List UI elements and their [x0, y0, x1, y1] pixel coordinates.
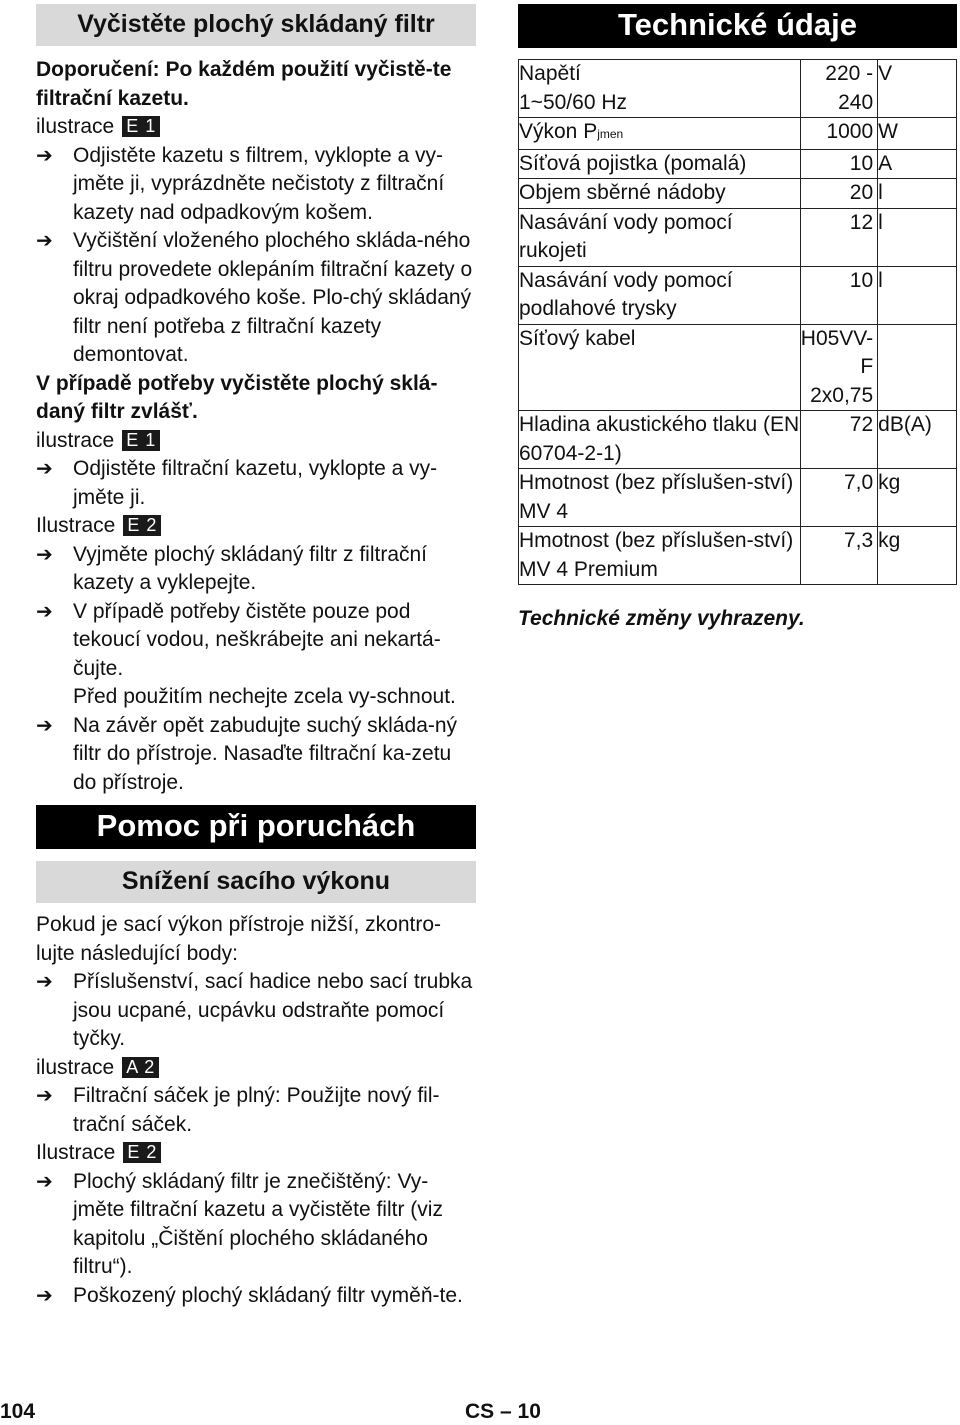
- spec-value: 1000: [800, 118, 877, 150]
- arrow-right-icon: ➔: [36, 230, 53, 252]
- list-item: ➔ Vyjměte plochý skládaný filtr z filtrační kazety a vyklepejte.: [36, 542, 428, 594]
- arrow-right-icon: ➔: [36, 144, 53, 167]
- spec-label: Hmotnost (bez příslušen-ství) MV 4 Premium: [519, 527, 801, 585]
- arrow-right-icon: ➔: [36, 971, 53, 993]
- arrow-right-icon: ➔: [36, 1085, 53, 1107]
- table-row: [519, 527, 957, 585]
- spec-unit: [878, 324, 957, 411]
- spec-unit: l: [878, 266, 957, 324]
- illustration-ref: ilustrace E 1: [36, 427, 476, 456]
- right-column: [518, 4, 957, 631]
- spec-unit: kg: [878, 469, 957, 527]
- arrow-right-icon: ➔: [36, 458, 53, 480]
- spec-label: Objem sběrné nádoby: [519, 179, 801, 209]
- arrow-right-icon: ➔: [36, 714, 53, 737]
- spec-value: 220 - 240: [800, 60, 877, 118]
- table-row: [519, 60, 957, 118]
- spec-label: Síťová pojistka (pomalá): [519, 149, 801, 179]
- technical-changes-note: Technické změny vyhrazeny.: [518, 607, 805, 630]
- list-item-continuation: Před použitím nechejte zcela vy-schnout.: [73, 685, 456, 708]
- illustration-ref: Ilustrace E 2: [36, 1139, 476, 1168]
- list-item: ➔ Odjistěte kazetu s filtrem, vyklopte a vy-jměte ji, vyprázdněte nečistoty z filtrační kazety nad odpadkovým košem.: [36, 143, 445, 224]
- spec-label: Nasávání vody pomocí rukojeti: [519, 208, 801, 266]
- illustration-badge: E 1: [122, 116, 160, 137]
- spec-value: H05VV-F 2x0,75: [800, 324, 877, 411]
- illustration-ref: ilustrace A 2: [36, 1054, 476, 1083]
- section-title-suction: Snížení sacího výkonu: [36, 861, 476, 903]
- illustration-badge: E 1: [122, 430, 160, 451]
- section-title-troubleshooting: Pomoc při poruchách: [36, 805, 476, 849]
- list-item: ➔ V případě potřeby čistěte pouze pod tekoucí vodou, neškrábejte ani nekartá-čujte.: [36, 599, 441, 680]
- arrow-right-icon: ➔: [36, 543, 53, 566]
- spec-value: 7,0: [800, 469, 877, 527]
- table-row: [519, 208, 957, 266]
- table-row: [519, 469, 957, 527]
- spec-value: 12: [800, 208, 877, 266]
- list-item: ➔ Vyčištění vloženého plochého skláda-ného filtru provedete oklepáním filtrační kazety o okraj odpadkového koše. Plo-chý skládaný filtr není potřeba z filtrační kazety demontovat.: [36, 229, 473, 366]
- recommendation-text: Doporučení: Po každém použití vyčistě-te filtrační kazetu.: [36, 58, 452, 110]
- spec-unit: l: [878, 179, 957, 209]
- table-row: [519, 411, 957, 469]
- page-number: 104: [0, 1400, 36, 1423]
- spec-label: Hmotnost (bez příslušen-ství) MV 4: [519, 469, 801, 527]
- spec-value: 10: [800, 149, 877, 179]
- list-item: ➔ Poškozený plochý skládaný filtr vyměň-te.: [36, 1282, 476, 1311]
- left-column: [36, 4, 476, 1310]
- section-title-filter-cleaning: Vyčistěte plochý skládaný filtr: [36, 4, 476, 46]
- spec-unit: l: [878, 208, 957, 266]
- intro-text: Pokud je sací výkon přístroje nižší, zkontro-lujte následující body:: [36, 913, 441, 965]
- spec-value: 72: [800, 411, 877, 469]
- list-item: ➔ Plochý skládaný filtr je znečištěný: Vy-jměte filtrační kazetu a vyčistěte filtr (viz kapitolu „Čištění plochého skládaného filtru“).: [36, 1169, 443, 1278]
- page-code: CS – 10: [465, 1400, 541, 1423]
- spec-unit: V: [878, 60, 957, 118]
- illustration-badge: A 2: [122, 1057, 159, 1078]
- table-row: [519, 324, 957, 411]
- table-row: [519, 266, 957, 324]
- arrow-right-icon: ➔: [36, 1170, 53, 1193]
- illustration-badge: E 2: [123, 1142, 161, 1163]
- arrow-right-icon: ➔: [36, 600, 53, 623]
- arrow-right-icon: ➔: [36, 1284, 53, 1307]
- spec-unit: W: [878, 118, 957, 150]
- spec-table: [518, 59, 957, 585]
- list-item: ➔ Odjistěte filtrační kazetu, vyklopte a vy-jměte ji.: [36, 457, 438, 509]
- table-row: [519, 149, 957, 179]
- table-row: [519, 118, 957, 150]
- bold-note: V případě potřeby vyčistěte plochý sklá-daný filtr zvlášť.: [36, 371, 438, 423]
- illustration-badge: E 2: [123, 515, 161, 536]
- spec-unit: dB(A): [878, 411, 957, 469]
- spec-label: Výkon Pjmen: [519, 118, 801, 150]
- spec-label: Napětí 1~50/60 Hz: [519, 60, 801, 118]
- list-item: ➔ Na závěr opět zabudujte suchý skláda-ný filtr do přístroje. Nasaďte filtrační ka-zetu do přístroje.: [36, 713, 458, 794]
- spec-label: Nasávání vody pomocí podlahové trysky: [519, 266, 801, 324]
- illustration-ref: Ilustrace E 2: [36, 512, 476, 541]
- spec-value: 10: [800, 266, 877, 324]
- illustration-ref: ilustrace E 1: [36, 113, 476, 142]
- spec-label: Síťový kabel: [519, 324, 801, 411]
- section-title-technical-data: Technické údaje: [518, 4, 957, 48]
- list-item: ➔ Příslušenství, sací hadice nebo sací trubka jsou ucpané, ucpávku odstraňte pomocí tyčky.: [36, 970, 473, 1050]
- spec-value: 7,3: [800, 527, 877, 585]
- list-item: ➔ Filtrační sáček je plný: Použijte nový fil-trační sáček.: [36, 1084, 440, 1136]
- table-row: [519, 179, 957, 209]
- spec-unit: A: [878, 149, 957, 179]
- spec-unit: kg: [878, 527, 957, 585]
- spec-label: Hladina akustického tlaku (EN 60704-2-1): [519, 411, 801, 469]
- spec-value: 20: [800, 179, 877, 209]
